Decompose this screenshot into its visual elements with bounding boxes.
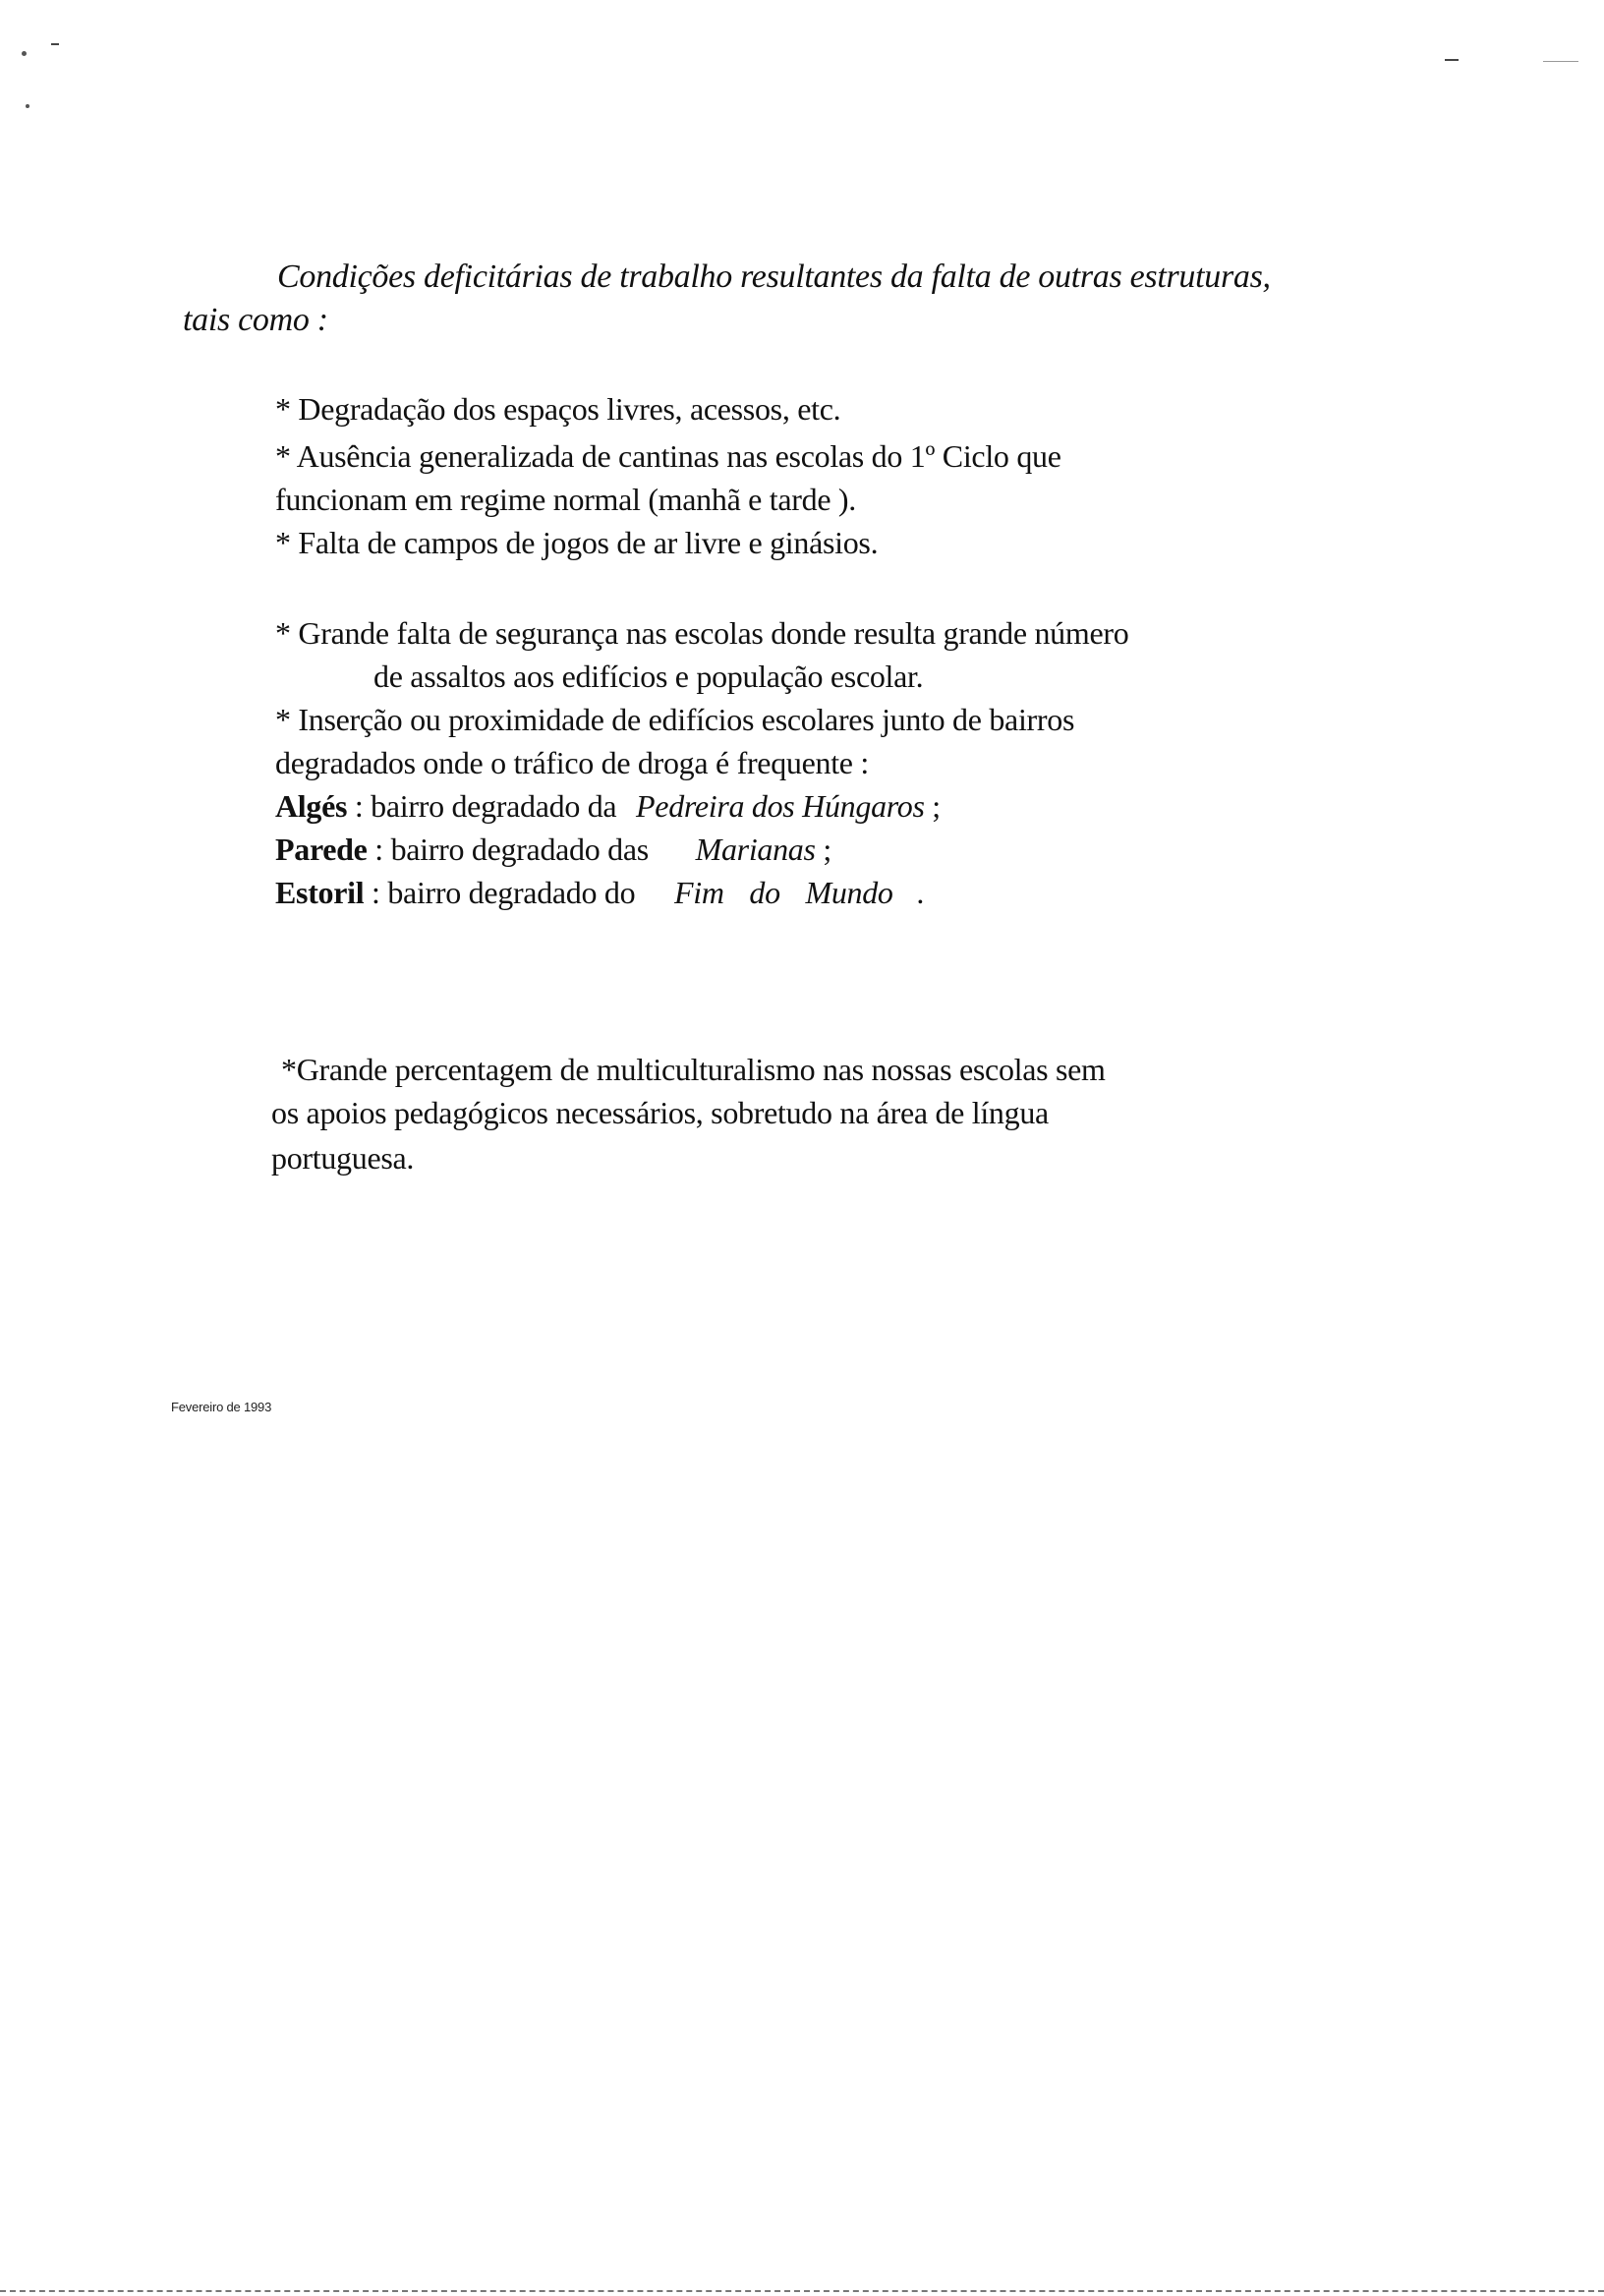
scan-speck bbox=[26, 104, 29, 108]
location-place: Algés bbox=[275, 788, 348, 824]
location-parede bbox=[275, 830, 831, 869]
bullet-ausencia-cont: funcionam em regime normal (manhã e tarde ). bbox=[275, 482, 856, 517]
paragraph-multiculturalismo-2: os apoios pedagógicos necessários, sobretudo na área de língua bbox=[271, 1095, 1049, 1130]
scan-mark bbox=[51, 43, 59, 45]
location-estoril bbox=[275, 873, 924, 912]
bullet-seguranca-cont: de assaltos aos edifícios e população escolar. bbox=[373, 659, 924, 694]
location-end: ; bbox=[924, 788, 941, 824]
location-alges bbox=[275, 786, 941, 826]
bullet-degradacao: * Degradação dos espaços livres, acessos, etc. bbox=[275, 391, 841, 427]
location-text: : bairro degradado do bbox=[364, 875, 644, 910]
location-end: . bbox=[908, 875, 925, 910]
page-bottom-edge bbox=[0, 2290, 1604, 2292]
location-name: Marianas bbox=[695, 832, 816, 867]
location-name: Pedreira dos Húngaros bbox=[636, 788, 925, 824]
bullet-seguranca: * Grande falta de segurança nas escolas donde resulta grande número bbox=[275, 615, 1129, 651]
location-end: ; bbox=[815, 832, 831, 867]
bullet-falta-campos: * Falta de campos de jogos de ar livre e ginásios. bbox=[275, 525, 879, 560]
bullet-insercao-cont: degradados onde o tráfico de droga é frequente : bbox=[275, 745, 869, 780]
intro-line-1: Condições deficitárias de trabalho resultantes da falta de outras estruturas, bbox=[277, 258, 1271, 295]
location-text: : bairro degradado da bbox=[347, 788, 625, 824]
location-place: Estoril bbox=[275, 875, 365, 910]
location-text: : bairro degradado das bbox=[367, 832, 657, 867]
paragraph-multiculturalismo-1: *Grande percentagem de multiculturalismo nas nossas escolas sem bbox=[281, 1052, 1106, 1087]
bullet-ausencia: * Ausência generalizada de cantinas nas escolas do 1º Ciclo que bbox=[275, 438, 1061, 474]
scan-mark bbox=[1543, 61, 1578, 62]
location-name: Fim do Mundo bbox=[674, 875, 893, 910]
document-date: Fevereiro de 1993 bbox=[171, 1400, 272, 1414]
bullet-insercao: * Inserção ou proximidade de edifícios escolares junto de bairros bbox=[275, 702, 1075, 737]
paragraph-multiculturalismo-3: portuguesa. bbox=[271, 1140, 415, 1176]
scan-mark bbox=[1445, 59, 1459, 61]
location-place: Parede bbox=[275, 832, 368, 867]
intro-line-2: tais como : bbox=[183, 302, 328, 338]
scan-speck bbox=[22, 51, 27, 56]
